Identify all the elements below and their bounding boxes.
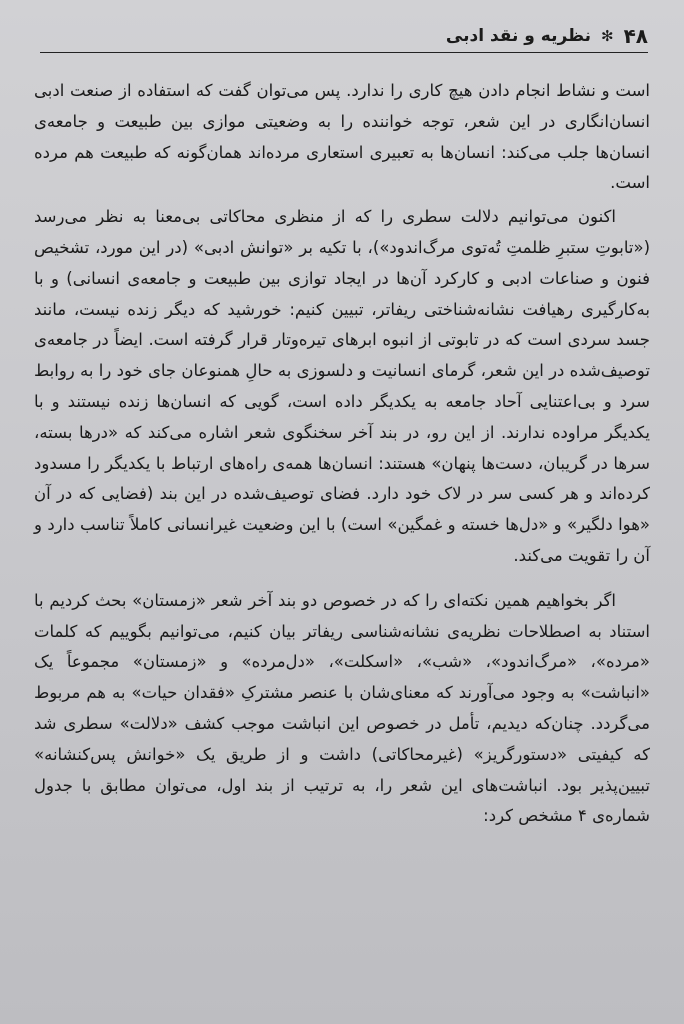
page-number: ۴۸ (623, 24, 648, 48)
paragraph-3: اگر بخواهیم همین نکته‌ای را که در خصوص دو بند آخر شعر «زمستان» بحث کردیم با استناد به اصطلاحات نظریه‌ی نشانه‌شناسی ریفاتر بیان کنیم، می‌توانیم بگوییم که کلمات «مرده»، «مرگ‌اندود»، «شب»، «اسکلت»، «دل‌مرده» و «زمستان» مجموعاً یک «انباشت» به وجود می‌آورند که معنای‌شان با عنصر مشترکِ «فقدان حیات» به هم مربوط می‌گردد. چنان‌که دیدیم، تأمل در خصوص این انباشت موجب کشف «دلالت» سطری شد که کیفیتی «دستورگریز» (غیرمحاکاتی) داشت و از طریق یک «خوانش پس‌کنشانه» تبیین‌پذیر بود. انباشت‌های این شعر را، به ترتیب از بند اول، می‌توان مطابق با جدول شماره‌ی ۴ مشخص کرد: (34, 590, 650, 826)
body-text (34, 76, 650, 832)
paragraph-2: اکنون می‌توانیم دلالت سطری را که از منظری محاکاتی بی‌معنا به نظر می‌رسد («تابوتِ ستبرِ ظلمتِ تُه‌توی مرگ‌اندود»)، با تکیه بر «توانش ادبی» (در این مورد، تشخیص فنون و صناعات ادبی و کارکرد آن‌ها در ایجاد توازی بین طبیعت و جامعه‌ی انسانی) و با به‌کارگیری رهیافت نشانه‌شناختی ریفاتر، تبیین کنیم: خورشید که دیگر زنده نیست، مانند جسد سردی است که در تابوتی از انبوه ابرهای تیره‌وتار قرار گرفته است. ایضاً در جامعه‌ی توصیف‌شده در این شعر، گرمای انسانیت و دلسوزی به حالِ همنوعان جای خود را به روابط سرد و بی‌اعتنایی آحاد جامعه به یکدیگر داده است، گویی که انسان‌ها زنده نیستند و با یکدیگر مراوده ندارند. از این رو، در بند آخر سخنگوی شعر اشاره می‌کند که «درها بسته، سرها در گریبان، دست‌ها پنهان» هستند: انسان‌ها همه‌ی راه‌های ارتباط با یکدیگر را مسدود کرده‌اند و هر کسی سر در لاک خود دارد. فضای توصیف‌شده در این بند (فضایی که در آن «هوا دلگیر» و «دل‌ها خسته و غمگین» است) با این وضعیت غیرانسانی کاملاً تناسب دارد و آن را تقویت می‌کند. (34, 207, 650, 565)
header-rule (40, 52, 648, 53)
running-header (40, 22, 648, 50)
running-title: نظریه و نقد ادبی (445, 26, 591, 46)
asterisk-ornament-icon: ✻ (601, 27, 614, 45)
paragraph-1: است و نشاط انجام دادن هیچ کاری را ندارد. پس می‌توان گفت که استفاده از صنعت ادبی انسان‌انگاری در این شعر، توجه خواننده را به وضعیتی موازی بین طبیعت و جامعه‌ی انسان‌ها جلب می‌کند: انسان‌ها به تعبیری استعاری مرده‌اند همان‌گونه که طبیعت هم مرده است. (34, 81, 650, 193)
